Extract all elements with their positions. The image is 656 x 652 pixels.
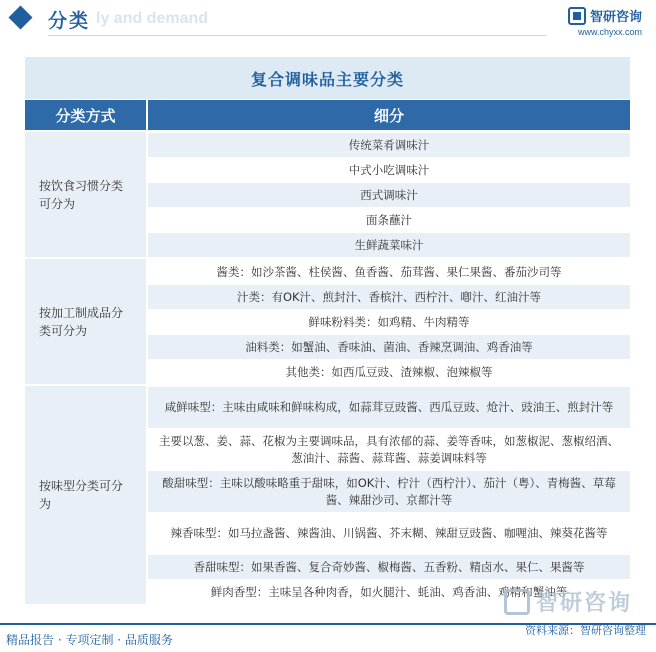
brand-logo-icon [568,7,586,25]
header-classification-method: 分类方式 [25,100,146,130]
page-header [0,0,656,42]
table-group [25,132,630,257]
group-label: 按加工制成品分类可分为 [25,259,146,384]
brand-url: www.chyxx.com [577,27,642,37]
classification-table [25,57,630,604]
table-cell: 传统菜肴调味汁 [148,132,630,157]
section-title: 分类 [48,10,91,32]
table-cell: 其他类：如西瓜豆豉、渣辣椒、泡辣椒等 [148,359,630,384]
table-cell: 油料类：如蟹油、香味油、菌油、香辣烹调油、鸡香油等 [148,334,630,359]
group-label: 按味型分类可分为 [25,386,146,604]
table-cell: 咸鲜味型：主味由咸味和鲜味构成，如蒜茸豆豉酱、西瓜豆豉、炝汁、豉油王、煎封汁等 [148,386,630,428]
table-title: 复合调味品主要分类 [25,57,630,99]
table-cell: 酸甜味型：主味以酸味略重于甜味，如OK汁、柠汁（西柠汁）、茄汁（粤）、青梅酱、草莓酱、辣甜沙司、京都汁等 [148,470,630,512]
group-label: 按饮食习惯分类可分为 [25,132,146,257]
table-group [25,259,630,384]
table-cell: 西式调味汁 [148,182,630,207]
table-cell: 中式小吃调味汁 [148,157,630,182]
watermark [504,586,632,617]
table-cell: 鲜味粉料类：如鸡精、牛肉精等 [148,309,630,334]
ghost-text: ly and demand [96,10,209,27]
table-cell: 主要以葱、姜、蒜、花椒为主要调味品，具有浓郁的蒜、姜等香味，如葱椒泥、葱椒绍酒、葱油汁、蒜酱、蒜茸酱、蒜姜调味料等 [148,428,630,470]
table-cell: 生鲜蔬菜味汁 [148,232,630,257]
table-cell: 汁类：有OK汁、煎封汁、香槟汁、西柠汁、喞汁、红油汁等 [148,284,630,309]
header-subdivision: 细分 [148,100,630,130]
diamond-icon [8,5,32,29]
brand-name: 智研咨询 [589,10,642,25]
footer-source: 资料来源：智研咨询整理 [525,624,646,637]
brand-block [568,6,642,37]
table-group [25,386,630,604]
watermark-text: 智研咨询 [535,591,632,616]
page-footer [0,622,656,652]
table-header-row [25,100,630,130]
table-cell: 香甜味型：如果香酱、复合奇妙酱、椒梅酱、五香粉、精卤水、果仁、果酱等 [148,554,630,579]
watermark-logo-icon [504,589,530,615]
header-rule [48,35,546,36]
footer-tagline: 精品报告 · 专项定制 · 品质服务 [6,633,173,647]
table-cell: 辣香味型：如马拉盏酱、辣酱油、川锅酱、芥末糊、辣甜豆豉酱、咖喱油、辣葵花酱等 [148,512,630,554]
table-cell: 鲜肉香型：主味呈各种肉香，如火腿汁、蚝油、鸡香油、鸡精和蟹油等 [148,579,630,604]
table-cell: 酱类：如沙茶酱、柱侯酱、鱼香酱、茄茸酱、果仁果酱、番茄沙司等 [148,259,630,284]
table-cell: 面条蘸汁 [148,207,630,232]
